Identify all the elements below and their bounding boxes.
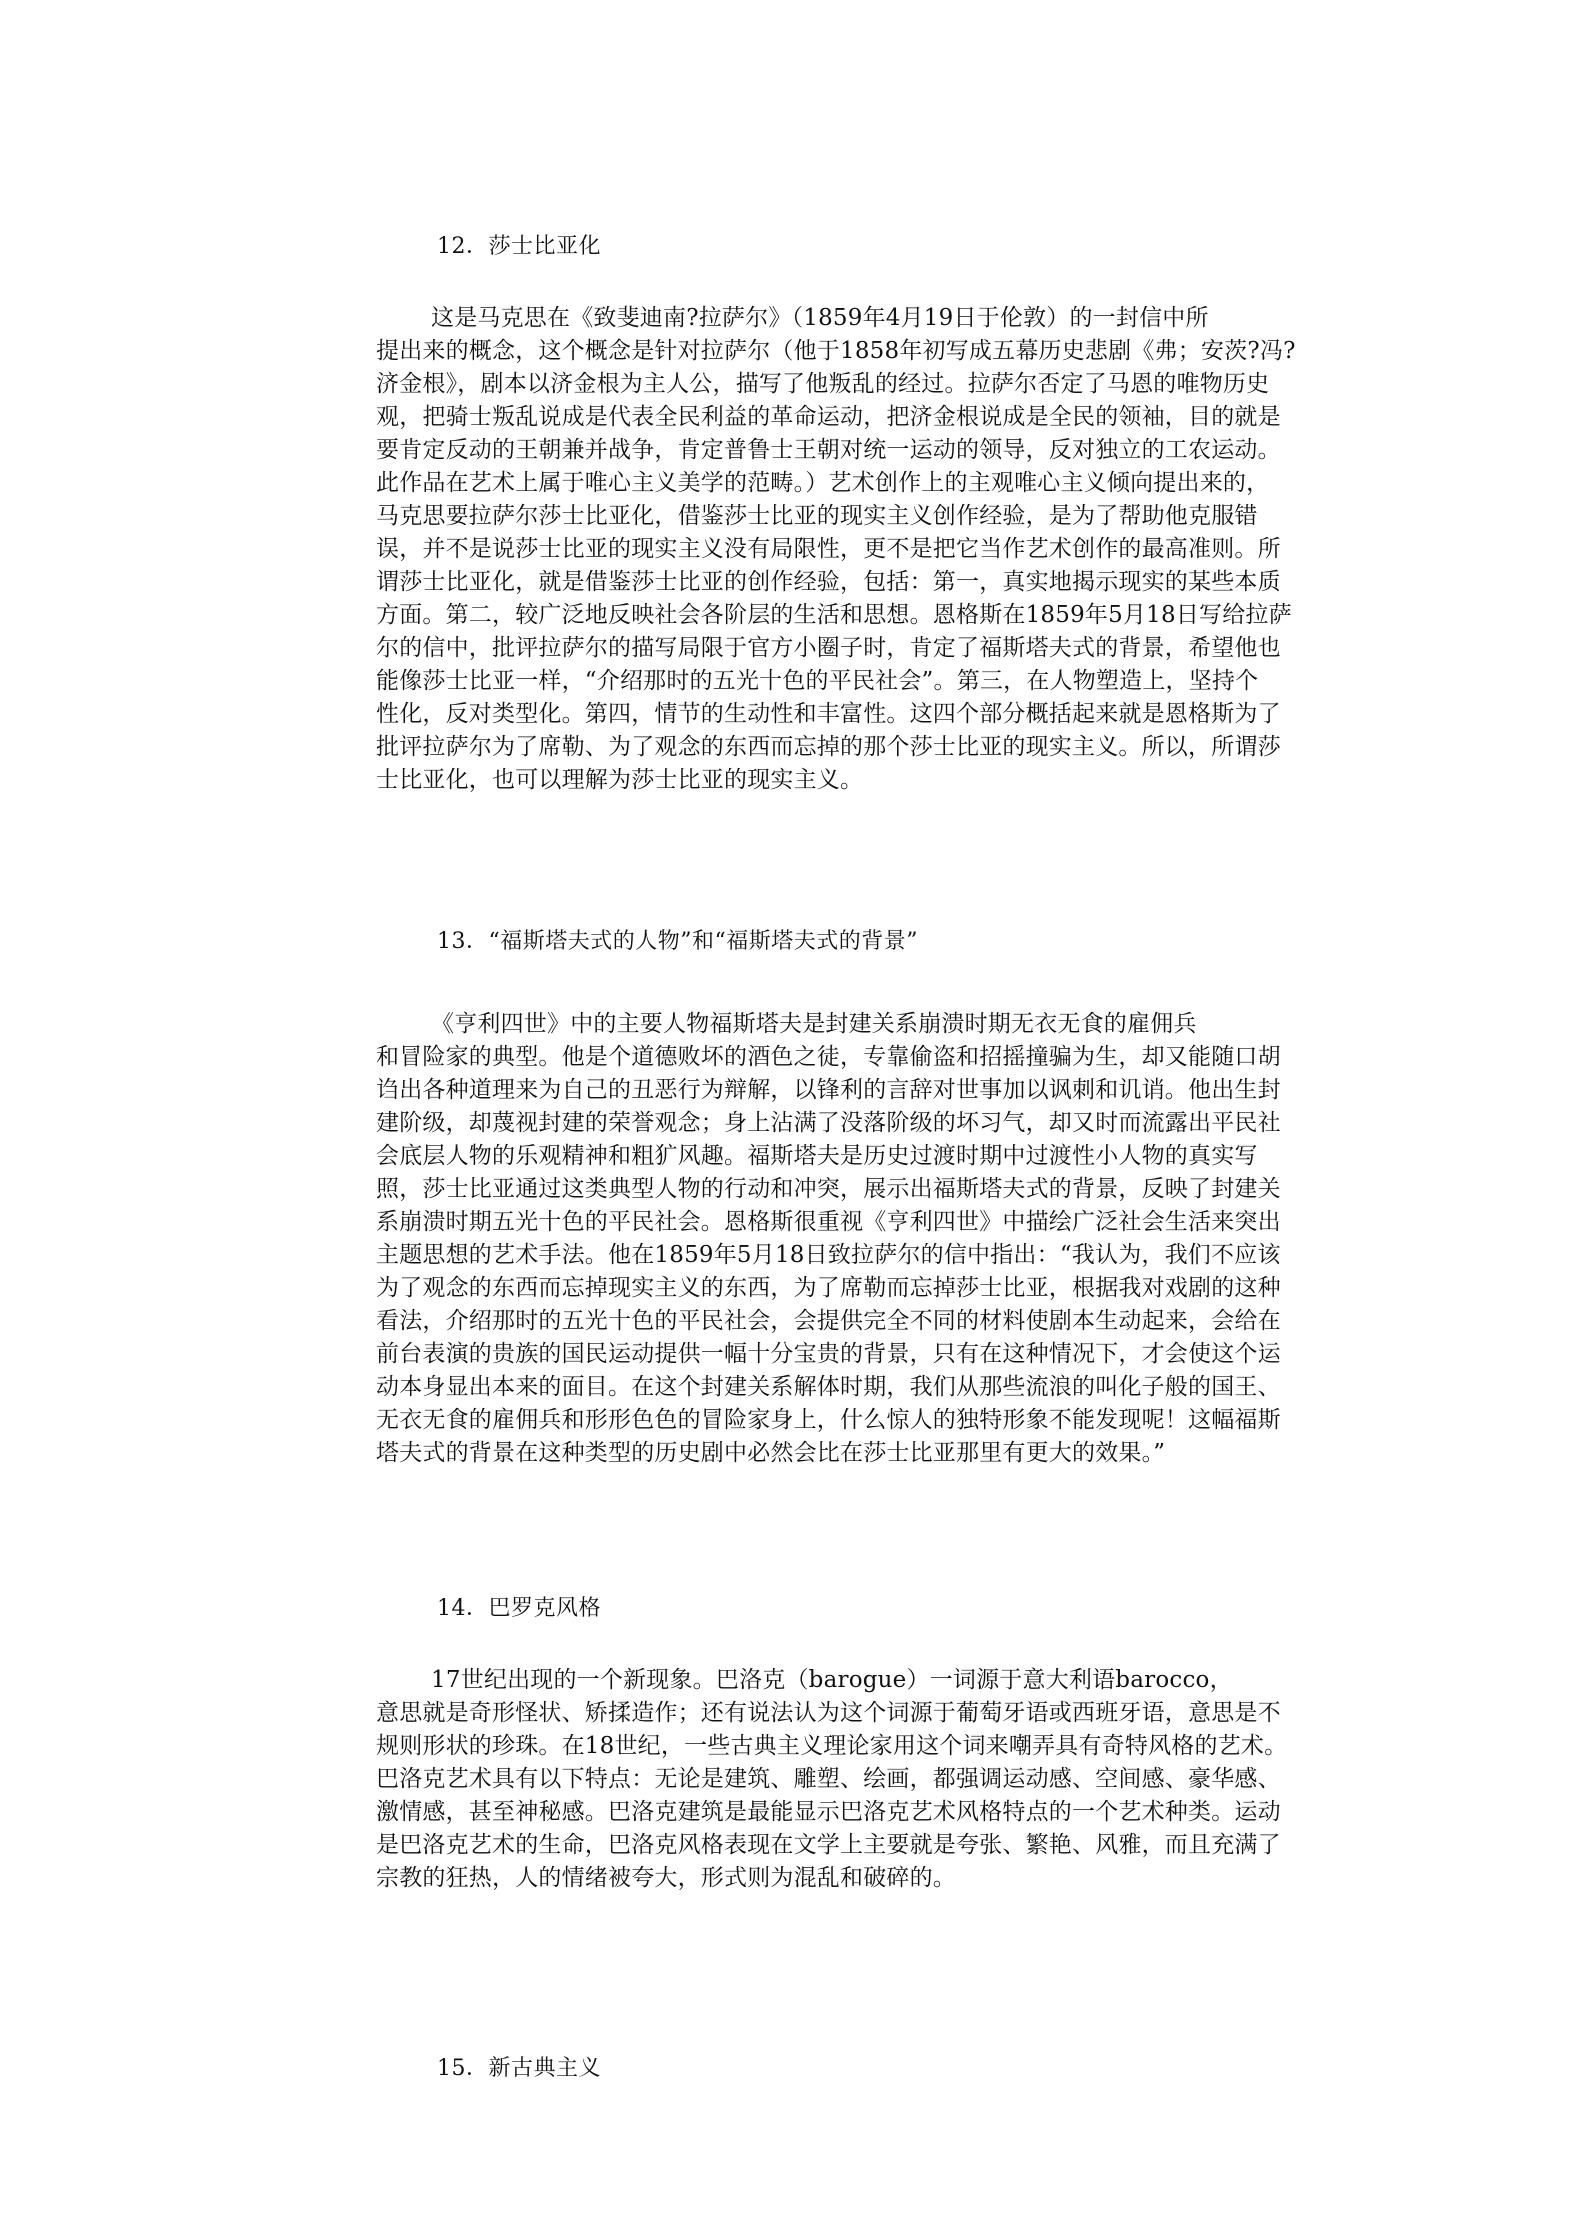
text-line: 塔夫式的背景在这种类型的历史剧中必然会比在莎士比亚那里有更大的效果。” bbox=[376, 1440, 1166, 1466]
text-line: 谓莎士比亚化，就是借鉴莎士比亚的创作经验，包括：第一，真实地揭示现实的某些本质 bbox=[376, 569, 1281, 595]
text-line: 前台表演的贵族的国民运动提供一幅十分宝贵的背景，只有在这种情况下，才会使这个运 bbox=[376, 1341, 1281, 1367]
text-line: 巴洛克艺术具有以下特点：无论是建筑、雕塑、绘画，都强调运动感、空间感、豪华感、 bbox=[376, 1766, 1281, 1792]
text-line: 规则形状的珍珠。在18世纪，一些古典主义理论家用这个词来嘲弄具有奇特风格的艺术。 bbox=[376, 1733, 1288, 1759]
text-line: 马克思要拉萨尔莎士比亚化，借鉴莎士比亚的现实主义创作经验，是为了帮助他克服错 bbox=[376, 503, 1258, 529]
text-line: 济金根》，剧本以济金根为主人公，描写了他叛乱的经过。拉萨尔否定了马恩的唯物历史 bbox=[376, 371, 1270, 397]
text-line: 建阶级，却蔑视封建的荣誉观念；身上沾满了没落阶级的坏习气，却又时而流露出平民社 bbox=[376, 1110, 1281, 1136]
section-heading-14: 14．巴罗克风格 bbox=[437, 1596, 601, 1621]
text-line: 无衣无食的雇佣兵和形形色色的冒险家身上，什么惊人的独特形象不能发现呢！这幅福斯 bbox=[376, 1407, 1281, 1433]
text-line: 批评拉萨尔为了席勒、为了观念的东西而忘掉的那个莎士比亚的现实主义。所以，所谓莎 bbox=[376, 734, 1281, 760]
text-line: 看法，介绍那时的五光十色的平民社会，会提供完全不同的材料使剧本生动起来，会给在 bbox=[376, 1308, 1281, 1334]
text-line: 宗教的狂热，人的情绪被夸大，形式则为混乱和破碎的。 bbox=[376, 1865, 956, 1891]
section-paragraph-13 bbox=[376, 1008, 1281, 1470]
text-line: 17世纪出现的一个新现象。巴洛克（barogue）一词源于意大利语barocco， bbox=[431, 1667, 1233, 1693]
text-line: 要肯定反动的王朝兼并战争，肯定普鲁士王朝对统一运动的领导，反对独立的工农运动。 bbox=[376, 437, 1281, 463]
text-line: 性化，反对类型化。第四，情节的生动性和丰富性。这四个部分概括起来就是恩格斯为了 bbox=[376, 701, 1281, 727]
section-paragraph-14 bbox=[376, 1664, 1288, 1895]
section-heading-15: 15．新古典主义 bbox=[437, 2056, 601, 2081]
text-line: 为了观念的东西而忘掉现实主义的东西，为了席勒而忘掉莎士比亚，根据我对戏剧的这种 bbox=[376, 1275, 1281, 1301]
text-line: 此作品在艺术上属于唯心主义美学的范畴。）艺术创作上的主观唯心主义倾向提出来的， bbox=[376, 470, 1270, 496]
text-line: 照，莎士比亚通过这类典型人物的行动和冲突，展示出福斯塔夫式的背景，反映了封建关 bbox=[376, 1176, 1281, 1202]
text-line: 尔的信中，批评拉萨尔的描写局限于官方小圈子时，肯定了福斯塔夫式的背景，希望他也 bbox=[376, 635, 1281, 661]
text-line: 诌出各种道理来为自己的丑恶行为辩解，以锋利的言辞对世事加以讽刺和讥诮。他出生封 bbox=[376, 1077, 1281, 1103]
text-line: 方面。第二，较广泛地反映社会各阶层的生活和思想。恩格斯在1859年5月18日写给拉萨 bbox=[376, 602, 1292, 628]
text-line: 动本身显出本来的面目。在这个封建关系解体时期，我们从那些流浪的叫化子般的国王、 bbox=[376, 1374, 1281, 1400]
text-line: 这是马克思在《致斐迪南?拉萨尔》（1859年4月19日于伦敦）的一封信中所 bbox=[431, 305, 1209, 331]
text-line: 能像莎士比亚一样，“介绍那时的五光十色的平民社会”。第三，在人物塑造上，坚持个 bbox=[376, 668, 1259, 694]
section-paragraph-12 bbox=[376, 302, 1296, 797]
text-line: 意思就是奇形怪状、矫揉造作；还有说法认为这个词源于葡萄牙语或西班牙语，意思是不 bbox=[376, 1700, 1281, 1726]
text-line: 主题思想的艺术手法。他在1859年5月18日致拉萨尔的信中指出：“我认为，我们不应该 bbox=[376, 1242, 1281, 1268]
text-line: 系崩溃时期五光十色的平民社会。恩格斯很重视《亨利四世》中描绘广泛社会生活来突出 bbox=[376, 1209, 1281, 1235]
text-line: 误，并不是说莎士比亚的现实主义没有局限性，更不是把它当作艺术创作的最高准则。所 bbox=[376, 536, 1281, 562]
text-line: 是巴洛克艺术的生命，巴洛克风格表现在文学上主要就是夸张、繁艳、风雅，而且充满了 bbox=[376, 1832, 1281, 1858]
text-line: 激情感，甚至神秘感。巴洛克建筑是最能显示巴洛克艺术风格特点的一个艺术种类。运动 bbox=[376, 1799, 1281, 1825]
section-heading-13: 13．“福斯塔夫式的人物”和“福斯塔夫式的背景” bbox=[437, 929, 918, 954]
text-line: 观，把骑士叛乱说成是代表全民利益的革命运动，把济金根说成是全民的领袖，目的就是 bbox=[376, 404, 1281, 430]
text-line: 和冒险家的典型。他是个道德败坏的酒色之徒，专靠偷盗和招摇撞骗为生，却又能随口胡 bbox=[376, 1044, 1281, 1070]
text-line: 提出来的概念，这个概念是针对拉萨尔（他于1858年初写成五幕历史悲剧《弗；安茨?冯? bbox=[376, 338, 1296, 364]
text-line: 《亨利四世》中的主要人物福斯塔夫是封建关系崩溃时期无衣无食的雇佣兵 bbox=[431, 1011, 1197, 1037]
text-line: 会底层人物的乐观精神和粗犷风趣。福斯塔夫是历史过渡时期中过渡性小人物的真实写 bbox=[376, 1143, 1258, 1169]
text-line: 士比亚化，也可以理解为莎士比亚的现实主义。 bbox=[376, 767, 864, 793]
section-heading-12: 12．莎士比亚化 bbox=[437, 234, 601, 259]
